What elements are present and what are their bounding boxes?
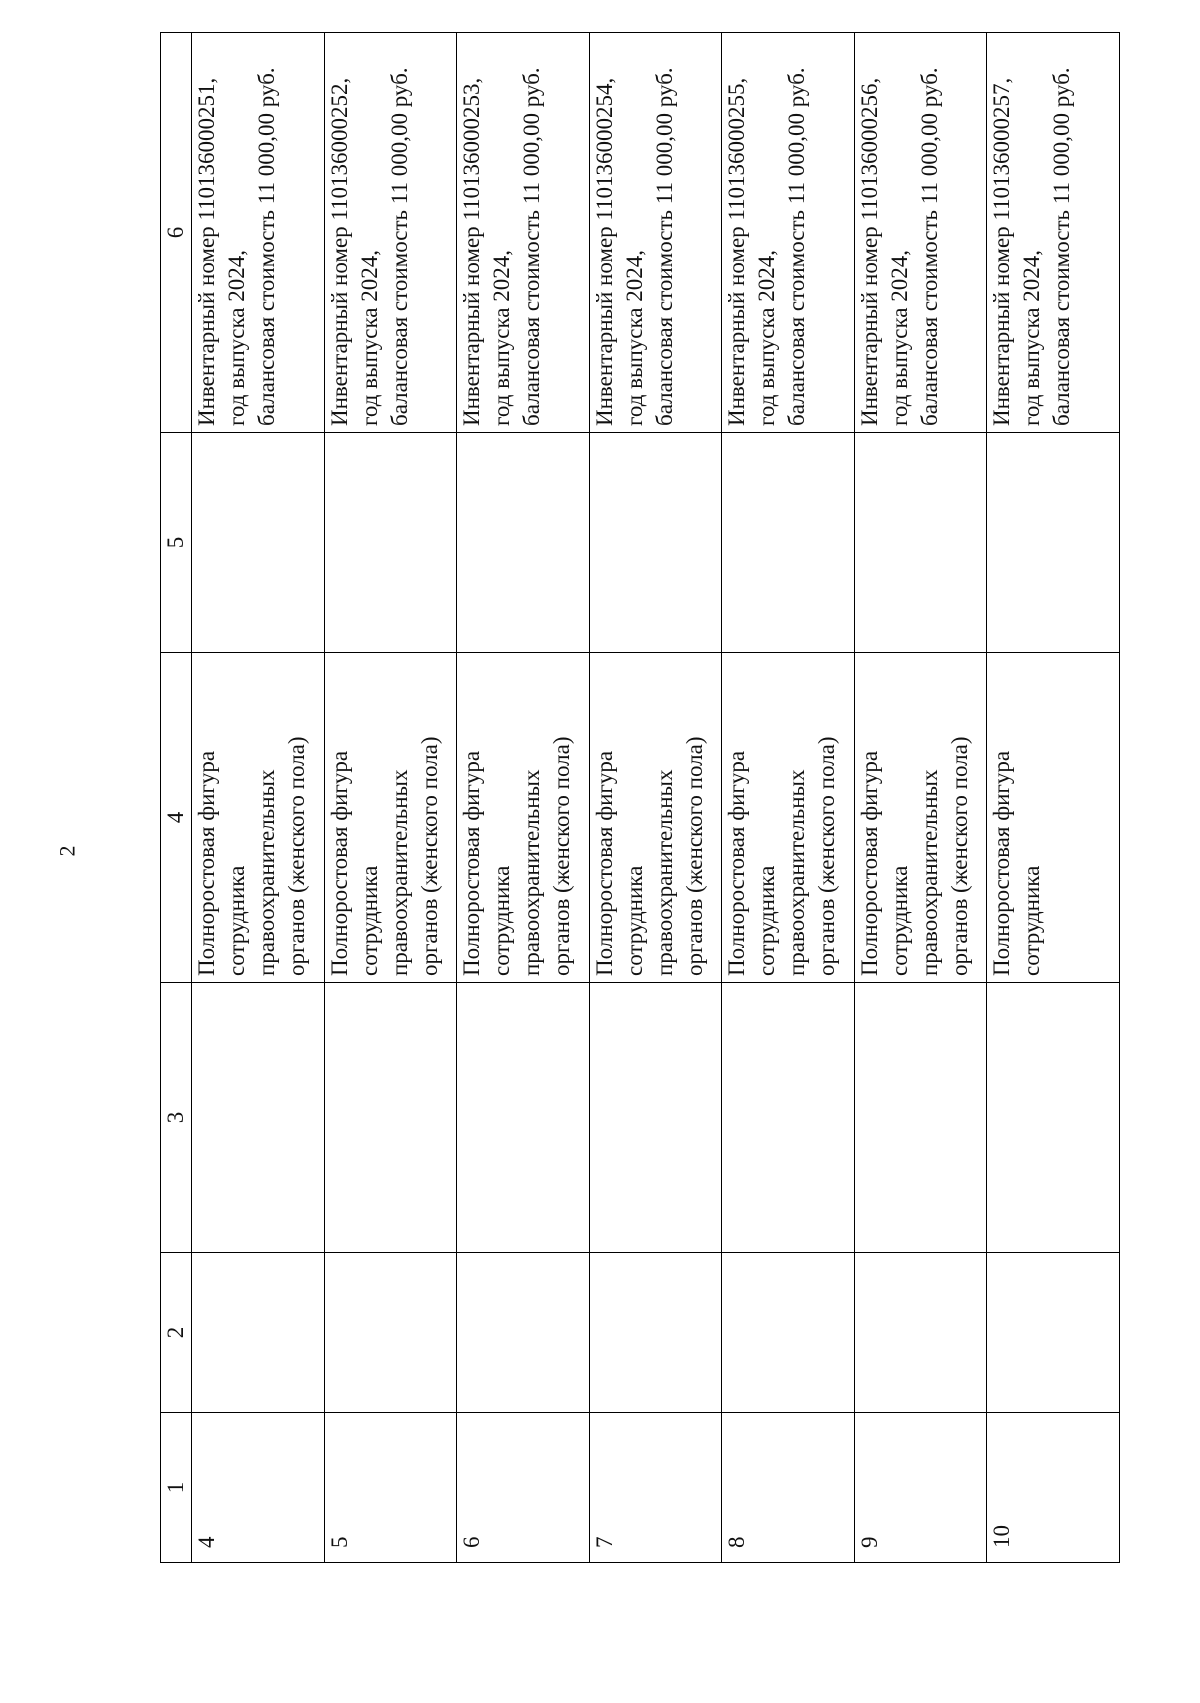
item-name-cell xyxy=(192,653,325,983)
inventory-number: Инвентарный номер 110136000253, xyxy=(459,77,485,426)
inventory-number: Инвентарный номер 110136000255, xyxy=(724,77,750,426)
inventory-number: Инвентарный номер 110136000257, xyxy=(989,77,1015,426)
book-value: балансовая стоимость 11 000,00 руб. xyxy=(651,67,677,426)
book-value: балансовая стоимость 11 000,00 руб. xyxy=(916,67,942,426)
cell-col-5 xyxy=(324,433,457,653)
item-name-cell xyxy=(324,653,457,983)
item-name-line: правоохранительных xyxy=(651,769,677,976)
release-year: год выпуска 2024, xyxy=(489,249,515,426)
table-row xyxy=(854,33,987,1563)
cell-col-5 xyxy=(457,433,590,653)
row-number: 8 xyxy=(722,1413,855,1563)
cell-col-5 xyxy=(854,433,987,653)
cell-col-3 xyxy=(457,983,590,1253)
item-name-line: сотрудника xyxy=(886,865,912,976)
cell-col-2 xyxy=(324,1253,457,1413)
item-details-cell xyxy=(854,33,987,433)
cell-col-3 xyxy=(589,983,722,1253)
release-year: год выпуска 2024, xyxy=(621,249,647,426)
row-number: 6 xyxy=(457,1413,590,1563)
item-details-cell xyxy=(457,33,590,433)
cell-col-3 xyxy=(324,983,457,1253)
item-details-cell xyxy=(987,33,1120,433)
release-year: год выпуска 2024, xyxy=(886,249,912,426)
cell-col-3 xyxy=(987,983,1120,1253)
item-name-cell xyxy=(589,653,722,983)
item-name-cell xyxy=(722,653,855,983)
item-name-line: Полноростовая фигура xyxy=(989,750,1015,976)
item-name-line: Полноростовая фигура xyxy=(591,750,617,976)
item-name-line: сотрудника xyxy=(224,865,249,976)
release-year: год выпуска 2024, xyxy=(754,249,780,426)
table-row xyxy=(457,33,590,1563)
cell-col-2 xyxy=(722,1253,855,1413)
release-year: год выпуска 2024, xyxy=(356,249,382,426)
item-name-line: органов (женского пола) xyxy=(284,736,309,976)
header-col-5: 5 xyxy=(161,433,192,653)
item-details-cell xyxy=(722,33,855,433)
item-details-cell xyxy=(589,33,722,433)
release-year: год выпуска 2024, xyxy=(1019,249,1045,426)
release-year: год выпуска 2024, xyxy=(224,249,249,426)
row-number: 4 xyxy=(192,1413,325,1563)
item-name-line: Полноростовая фигура xyxy=(724,750,750,976)
book-value: балансовая стоимость 11 000,00 руб. xyxy=(784,67,810,426)
inventory-table xyxy=(160,32,1120,1563)
header-col-4: 4 xyxy=(161,653,192,983)
item-name-line: Полноростовая фигура xyxy=(194,750,219,976)
book-value: балансовая стоимость 11 000,00 руб. xyxy=(386,67,412,426)
cell-col-5 xyxy=(722,433,855,653)
inventory-table-rotated xyxy=(160,33,1120,1563)
cell-col-5 xyxy=(589,433,722,653)
item-name-line: правоохранительных xyxy=(254,769,279,976)
header-col-3: 3 xyxy=(161,983,192,1253)
row-number: 5 xyxy=(324,1413,457,1563)
table-row xyxy=(324,33,457,1563)
table-row xyxy=(589,33,722,1563)
inventory-number: Инвентарный номер 110136000251, xyxy=(194,77,219,426)
book-value: балансовая стоимость 11 000,00 руб. xyxy=(254,67,279,426)
item-name-line: органов (женского пола) xyxy=(814,736,840,976)
cell-col-2 xyxy=(987,1253,1120,1413)
item-name-line: органов (женского пола) xyxy=(946,736,972,976)
cell-col-2 xyxy=(589,1253,722,1413)
inventory-number: Инвентарный номер 110136000252, xyxy=(326,77,352,426)
cell-col-3 xyxy=(722,983,855,1253)
item-name-line: правоохранительных xyxy=(386,769,412,976)
item-name-line: сотрудника xyxy=(356,865,382,976)
inventory-number: Инвентарный номер 110136000254, xyxy=(591,77,617,426)
header-row xyxy=(161,33,192,1563)
item-name-line: правоохранительных xyxy=(519,769,545,976)
item-name-line: Полноростовая фигура xyxy=(459,750,485,976)
item-name-line: сотрудника xyxy=(621,865,647,976)
item-details-cell xyxy=(324,33,457,433)
book-value: балансовая стоимость 11 000,00 руб. xyxy=(1049,67,1075,426)
cell-col-5 xyxy=(987,433,1120,653)
item-name-line: органов (женского пола) xyxy=(549,736,575,976)
header-col-2: 2 xyxy=(161,1253,192,1413)
row-number: 9 xyxy=(854,1413,987,1563)
header-col-1: 1 xyxy=(161,1413,192,1563)
item-details-cell xyxy=(192,33,325,433)
item-name-cell xyxy=(457,653,590,983)
item-name-line: сотрудника xyxy=(754,865,780,976)
table-row xyxy=(722,33,855,1563)
cell-col-3 xyxy=(854,983,987,1253)
item-name-line: сотрудника xyxy=(489,865,515,976)
item-name-line: правоохранительных xyxy=(916,769,942,976)
item-name-line: органов (женского пола) xyxy=(416,736,442,976)
table-row xyxy=(987,33,1120,1563)
cell-col-3 xyxy=(192,983,325,1253)
header-col-6: 6 xyxy=(161,33,192,433)
item-name-line: сотрудника xyxy=(1019,865,1045,976)
item-name-cell xyxy=(987,653,1120,983)
item-name-cell xyxy=(854,653,987,983)
row-number: 7 xyxy=(589,1413,722,1563)
cell-col-2 xyxy=(854,1253,987,1413)
item-name-line: Полноростовая фигура xyxy=(326,750,352,976)
item-name-line: Полноростовая фигура xyxy=(856,750,882,976)
inventory-number: Инвентарный номер 110136000256, xyxy=(856,77,882,426)
page-number: 2 xyxy=(54,845,80,857)
row-number: 10 xyxy=(987,1413,1120,1563)
book-value: балансовая стоимость 11 000,00 руб. xyxy=(519,67,545,426)
cell-col-5 xyxy=(192,433,325,653)
table-row xyxy=(192,33,325,1563)
item-name-line: органов (женского пола) xyxy=(681,736,707,976)
cell-col-2 xyxy=(192,1253,325,1413)
item-name-line: правоохранительных xyxy=(784,769,810,976)
cell-col-2 xyxy=(457,1253,590,1413)
